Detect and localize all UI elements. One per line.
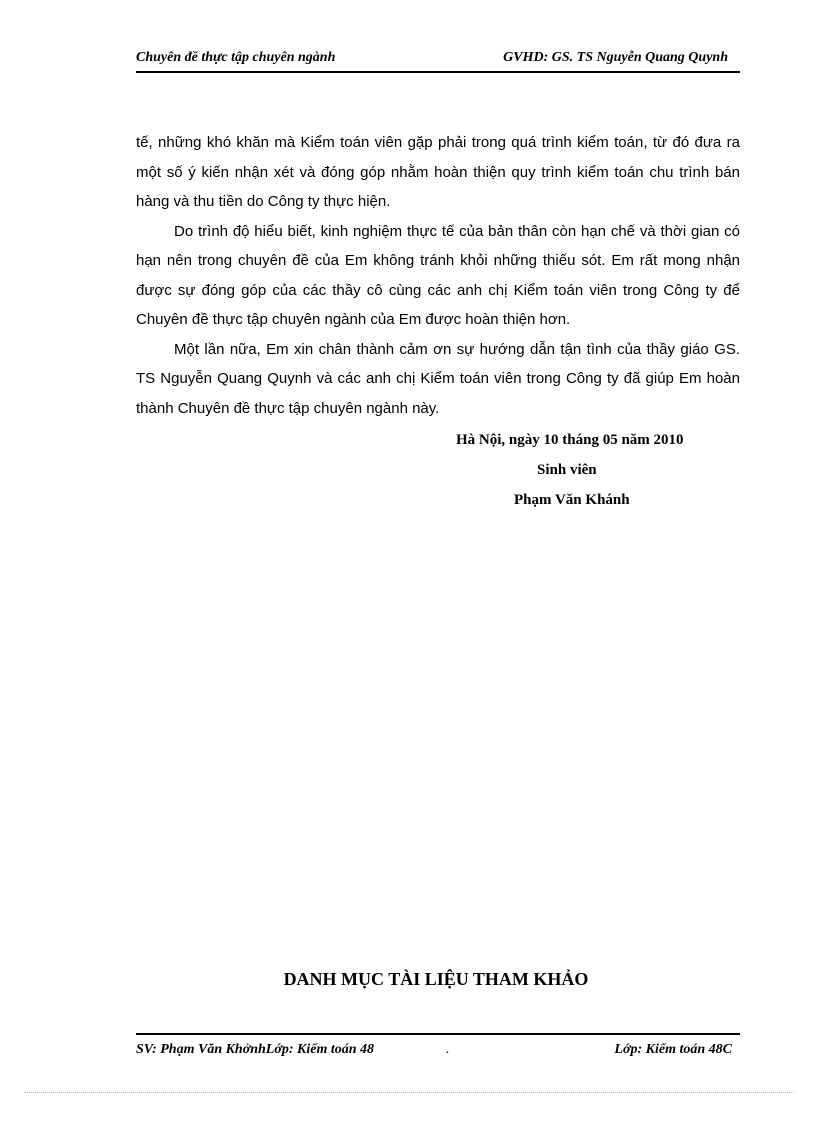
footer-student: SV: Phạm Văn KhởnhLớp: Kiểm toán 48: [136, 1042, 375, 1057]
signature-name: Phạm Văn Khánh: [514, 492, 630, 508]
header-rule: [136, 71, 740, 73]
paragraph-3: Một lần nữa, Em xin chân thành cảm ơn sự hướng dẫn tận tình của thầy giáo GS. TS Nguyễn Quang Quynh và các anh chị Kiểm toán viên trong Công ty đã giúp Em hoàn thành Chuyên đề thực tập chuyên ngành này.: [136, 340, 740, 417]
references-title: DANH MỤC TÀI LIỆU THAM KHẢO: [283, 969, 589, 989]
footer-dot: .: [446, 1042, 450, 1057]
page-boundary: [24, 1092, 794, 1093]
paragraph-2: Do trình độ hiểu biết, kinh nghiệm thực tế của bản thân còn hạn chế và thời gian có hạn nên trong chuyên đề của Em không tránh khỏi những thiếu sót. Em rất mong nhận được sự đóng góp của các thầy cô cùng các anh chị Kiểm toán viên trong Công ty để Chuyên đề thực tập chuyên ngành của Em được hoàn thiện hơn.: [136, 222, 740, 328]
footer-class: Lớp: Kiểm toán 48C: [614, 1042, 732, 1057]
footer-rule: [136, 1033, 740, 1035]
body-text: [136, 128, 740, 423]
page-header: [136, 50, 740, 70]
signature-date: Hà Nội, ngày 10 tháng 05 năm 2010: [456, 432, 684, 448]
header-supervisor: GVHD: GS. TS Nguyễn Quang Quynh: [503, 50, 728, 65]
header-title: Chuyên đề thực tập chuyên ngành: [136, 50, 336, 65]
paragraph-1: tế, những khó khăn mà Kiểm toán viên gặp phải trong quá trình kiểm toán, từ đó đưa ra một số ý kiến nhận xét và đóng góp nhằm hoàn thiện quy trình kiểm toán chu trình bán hàng và thu tiền do Công ty thực hiện.: [136, 134, 740, 210]
signature-role: Sinh viên: [537, 462, 597, 478]
